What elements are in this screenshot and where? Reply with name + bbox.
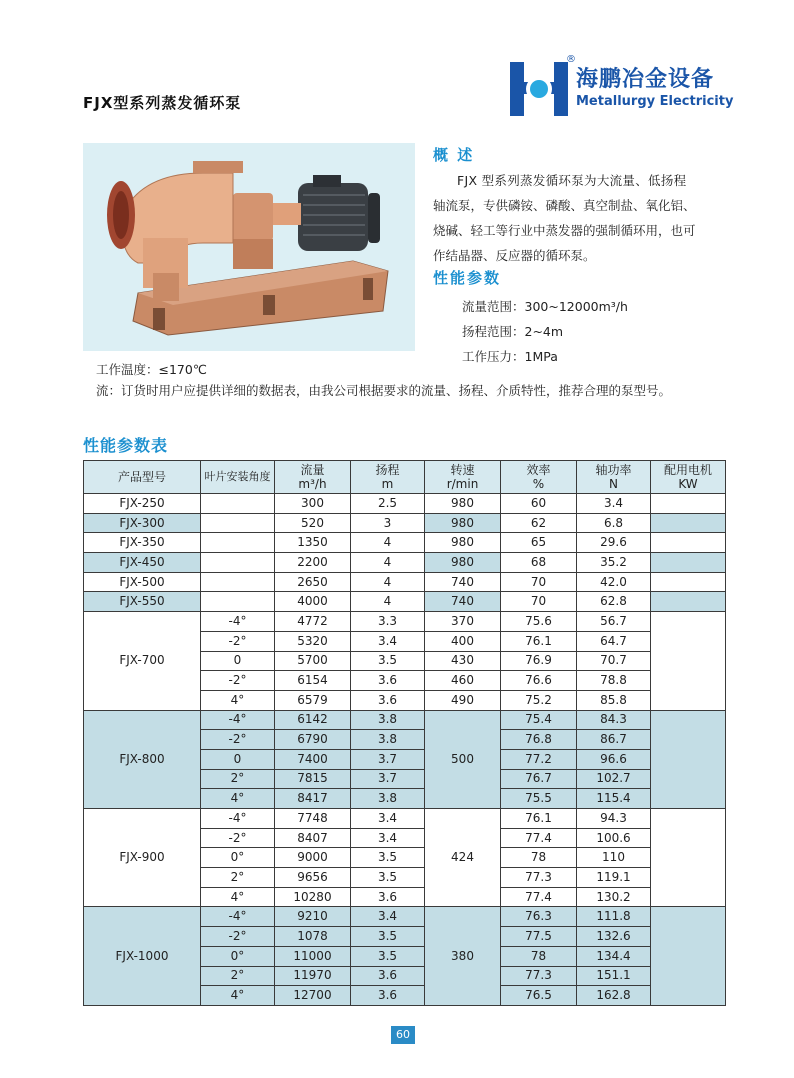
cell-efficiency: 77.3 [501, 868, 577, 888]
cell-head: 3.8 [351, 789, 425, 809]
cell-flow: 4772 [275, 612, 351, 632]
cell-motor [651, 533, 726, 553]
cell-speed: 430 [425, 651, 501, 671]
cell-power: 111.8 [577, 907, 651, 927]
cell-efficiency: 75.4 [501, 710, 577, 730]
cell-motor [651, 592, 726, 612]
cell-power: 3.4 [577, 494, 651, 514]
cell-flow: 1078 [275, 927, 351, 947]
cell-efficiency: 78 [501, 848, 577, 868]
performance-params [462, 294, 628, 369]
cell-efficiency: 70 [501, 592, 577, 612]
cell-flow: 5320 [275, 631, 351, 651]
cell-power: 85.8 [577, 690, 651, 710]
overview-line: 轴流泵，专供磷铵、磷酸、真空制盐、氧化铝、 [433, 198, 696, 213]
cell-power: 56.7 [577, 612, 651, 632]
overview-line: 作结晶器、反应器的循环泵。 [433, 248, 596, 263]
cell-angle: 0° [201, 946, 275, 966]
cell-head: 3.4 [351, 907, 425, 927]
cell-speed: 980 [425, 494, 501, 514]
table-row [84, 612, 726, 632]
cell-head: 4 [351, 533, 425, 553]
cell-angle [201, 494, 275, 514]
cell-efficiency: 75.5 [501, 789, 577, 809]
cell-model: FJX-250 [84, 494, 201, 514]
header-power [577, 461, 651, 494]
page-number: 60 [391, 1026, 415, 1044]
cell-power: 102.7 [577, 769, 651, 789]
header-head-unit: m [381, 477, 394, 491]
cell-angle [201, 513, 275, 533]
logo-mark-icon [508, 58, 570, 120]
cell-head: 3.7 [351, 749, 425, 769]
cell-efficiency: 62 [501, 513, 577, 533]
header-speed-label: 转速 [450, 463, 475, 477]
cell-angle: 2° [201, 769, 275, 789]
cell-efficiency: 76.5 [501, 986, 577, 1006]
cell-head: 3.5 [351, 927, 425, 947]
cell-motor [651, 809, 726, 907]
cell-flow: 4000 [275, 592, 351, 612]
cell-flow: 10280 [275, 887, 351, 907]
cell-angle: -2° [201, 730, 275, 750]
cell-head: 3 [351, 513, 425, 533]
cell-efficiency: 75.2 [501, 690, 577, 710]
cell-power: 78.8 [577, 671, 651, 691]
performance-heading: 性能参数 [433, 269, 502, 287]
cell-efficiency: 77.5 [501, 927, 577, 947]
cell-head: 3.4 [351, 809, 425, 829]
cell-power: 62.8 [577, 592, 651, 612]
logo-chinese-name: 海鹏冶金设备 [576, 67, 715, 92]
cell-flow: 9656 [275, 868, 351, 888]
cell-head: 3.4 [351, 828, 425, 848]
cell-head: 3.3 [351, 612, 425, 632]
cell-flow: 8417 [275, 789, 351, 809]
cell-model: FJX-800 [84, 710, 201, 808]
header-power-unit: N [609, 477, 618, 491]
cell-head: 3.5 [351, 651, 425, 671]
cell-head: 3.6 [351, 690, 425, 710]
cell-angle [201, 592, 275, 612]
cell-power: 84.3 [577, 710, 651, 730]
cell-power: 110 [577, 848, 651, 868]
cell-efficiency: 65 [501, 533, 577, 553]
cell-flow: 6154 [275, 671, 351, 691]
cell-head: 3.6 [351, 966, 425, 986]
cell-head: 4 [351, 572, 425, 592]
cell-angle: -4° [201, 710, 275, 730]
cell-power: 42.0 [577, 572, 651, 592]
cell-head: 3.5 [351, 946, 425, 966]
cell-flow: 9000 [275, 848, 351, 868]
cell-power: 70.7 [577, 651, 651, 671]
cell-power: 64.7 [577, 631, 651, 651]
cell-angle: 0° [201, 848, 275, 868]
cell-head: 3.7 [351, 769, 425, 789]
table-row [84, 553, 726, 573]
overview-text [433, 168, 733, 268]
cell-power: 96.6 [577, 749, 651, 769]
cell-model: FJX-550 [84, 592, 201, 612]
flow-range: 流量范围：300~12000m³/h [462, 299, 628, 314]
header-efficiency [501, 461, 577, 494]
header-angle: 叶片安装角度 [201, 461, 275, 494]
cell-flow: 520 [275, 513, 351, 533]
cell-motor [651, 710, 726, 808]
cell-power: 100.6 [577, 828, 651, 848]
cell-angle: -4° [201, 809, 275, 829]
cell-efficiency: 75.6 [501, 612, 577, 632]
cell-power: 86.7 [577, 730, 651, 750]
cell-flow: 2650 [275, 572, 351, 592]
cell-head: 3.5 [351, 868, 425, 888]
cell-flow: 8407 [275, 828, 351, 848]
cell-model: FJX-500 [84, 572, 201, 592]
cell-motor [651, 572, 726, 592]
cell-head: 4 [351, 592, 425, 612]
cell-head: 3.6 [351, 887, 425, 907]
cell-efficiency: 76.9 [501, 651, 577, 671]
cell-angle: 4° [201, 690, 275, 710]
cell-angle [201, 533, 275, 553]
table-row [84, 494, 726, 514]
cell-angle: -4° [201, 907, 275, 927]
cell-flow: 7400 [275, 749, 351, 769]
header-eff-label: 效率 [526, 463, 551, 477]
cell-efficiency: 68 [501, 553, 577, 573]
cell-head: 3.8 [351, 730, 425, 750]
header-flow-label: 流量 [300, 463, 325, 477]
cell-speed: 424 [425, 809, 501, 907]
cell-power: 6.8 [577, 513, 651, 533]
company-logo [508, 56, 733, 122]
order-note: 流：订货时用户应提供详细的数据表，由我公司根据要求的流量、扬程、介质特性，推荐合理的泵型号。 [96, 383, 672, 398]
cell-model: FJX-450 [84, 553, 201, 573]
cell-speed: 740 [425, 572, 501, 592]
working-temperature: 工作温度：≤170℃ [96, 362, 207, 377]
header-speed [425, 461, 501, 494]
table-row [84, 809, 726, 829]
cell-speed: 380 [425, 907, 501, 1005]
cell-flow: 11000 [275, 946, 351, 966]
cell-model: FJX-900 [84, 809, 201, 907]
cell-head: 3.6 [351, 986, 425, 1006]
cell-efficiency: 60 [501, 494, 577, 514]
cell-motor [651, 513, 726, 533]
cell-head: 3.6 [351, 671, 425, 691]
cell-efficiency: 77.2 [501, 749, 577, 769]
cell-speed: 980 [425, 513, 501, 533]
cell-flow: 6142 [275, 710, 351, 730]
cell-speed: 980 [425, 553, 501, 573]
cell-flow: 6579 [275, 690, 351, 710]
overview-line: 烧碱、轻工等行业中蒸发器的强制循环用，也可 [433, 223, 696, 238]
pump-illustration-icon [83, 143, 415, 351]
cell-speed: 490 [425, 690, 501, 710]
cell-efficiency: 76.7 [501, 769, 577, 789]
header-motor-label: 配用电机 [663, 463, 712, 477]
cell-speed: 740 [425, 592, 501, 612]
cell-efficiency: 77.3 [501, 966, 577, 986]
cell-flow: 7748 [275, 809, 351, 829]
header-motor [651, 461, 726, 494]
cell-angle: 2° [201, 966, 275, 986]
cell-power: 94.3 [577, 809, 651, 829]
page-title: FJX型系列蒸发循环泵 [83, 94, 242, 112]
cell-speed: 500 [425, 710, 501, 808]
cell-head: 3.8 [351, 710, 425, 730]
cell-flow: 7815 [275, 769, 351, 789]
cell-model: FJX-700 [84, 612, 201, 710]
head-range: 扬程范围：2~4m [462, 324, 564, 339]
header-flow [275, 461, 351, 494]
header-eff-unit: % [532, 477, 545, 491]
cell-speed: 400 [425, 631, 501, 651]
cell-flow: 12700 [275, 986, 351, 1006]
cell-efficiency: 76.8 [501, 730, 577, 750]
header-head [351, 461, 425, 494]
header-power-label: 轴功率 [595, 463, 632, 477]
cell-angle: -2° [201, 671, 275, 691]
cell-speed: 370 [425, 612, 501, 632]
cell-angle: -4° [201, 612, 275, 632]
header-head-label: 扬程 [375, 463, 400, 477]
table-header-row [84, 461, 726, 494]
table-row [84, 907, 726, 927]
performance-table [83, 460, 726, 1006]
cell-model: FJX-1000 [84, 907, 201, 1005]
cell-power: 29.6 [577, 533, 651, 553]
cell-model: FJX-350 [84, 533, 201, 553]
cell-power: 130.2 [577, 887, 651, 907]
cell-model: FJX-300 [84, 513, 201, 533]
cell-power: 35.2 [577, 553, 651, 573]
cell-motor [651, 907, 726, 1005]
table-row [84, 592, 726, 612]
cell-angle: 4° [201, 887, 275, 907]
cell-angle: -2° [201, 828, 275, 848]
registered-mark: ® [566, 54, 576, 65]
cell-angle [201, 572, 275, 592]
cell-flow: 300 [275, 494, 351, 514]
table-row [84, 513, 726, 533]
logo-english-name: Metallurgy Electricity [576, 94, 734, 109]
cell-flow: 11970 [275, 966, 351, 986]
cell-motor [651, 494, 726, 514]
cell-angle [201, 553, 275, 573]
cell-flow: 1350 [275, 533, 351, 553]
table-row [84, 710, 726, 730]
header-model: 产品型号 [84, 461, 201, 494]
cell-flow: 9210 [275, 907, 351, 927]
cell-head: 4 [351, 553, 425, 573]
cell-power: 134.4 [577, 946, 651, 966]
header-speed-unit: r/min [446, 477, 479, 491]
cell-angle: 0 [201, 749, 275, 769]
cell-angle: -2° [201, 631, 275, 651]
cell-power: 115.4 [577, 789, 651, 809]
cell-power: 119.1 [577, 868, 651, 888]
cell-flow: 2200 [275, 553, 351, 573]
cell-speed: 460 [425, 671, 501, 691]
working-pressure: 工作压力：1MPa [462, 349, 558, 364]
cell-motor [651, 553, 726, 573]
cell-power: 132.6 [577, 927, 651, 947]
cell-flow: 6790 [275, 730, 351, 750]
cell-head: 3.5 [351, 848, 425, 868]
cell-head: 2.5 [351, 494, 425, 514]
cell-efficiency: 76.6 [501, 671, 577, 691]
cell-power: 151.1 [577, 966, 651, 986]
cell-efficiency: 76.3 [501, 907, 577, 927]
table-body [84, 494, 726, 1006]
cell-efficiency: 76.1 [501, 631, 577, 651]
cell-angle: -2° [201, 927, 275, 947]
table-row [84, 533, 726, 553]
cell-power: 162.8 [577, 986, 651, 1006]
table-heading: 性能参数表 [83, 436, 169, 455]
cell-head: 3.4 [351, 631, 425, 651]
cell-efficiency: 77.4 [501, 828, 577, 848]
cell-angle: 4° [201, 789, 275, 809]
cell-angle: 4° [201, 986, 275, 1006]
table-row [84, 572, 726, 592]
overview-line: FJX 型系列蒸发循环泵为大流量、低扬程 [457, 173, 687, 188]
cell-efficiency: 78 [501, 946, 577, 966]
header-flow-unit: m³/h [298, 477, 327, 491]
cell-efficiency: 76.1 [501, 809, 577, 829]
cell-flow: 5700 [275, 651, 351, 671]
cell-angle: 0 [201, 651, 275, 671]
overview-heading: 概 述 [433, 146, 475, 164]
cell-angle: 2° [201, 868, 275, 888]
cell-efficiency: 77.4 [501, 887, 577, 907]
cell-speed: 980 [425, 533, 501, 553]
pump-photo [83, 143, 415, 351]
cell-motor [651, 612, 726, 710]
cell-efficiency: 70 [501, 572, 577, 592]
header-motor-unit: KW [678, 477, 698, 491]
